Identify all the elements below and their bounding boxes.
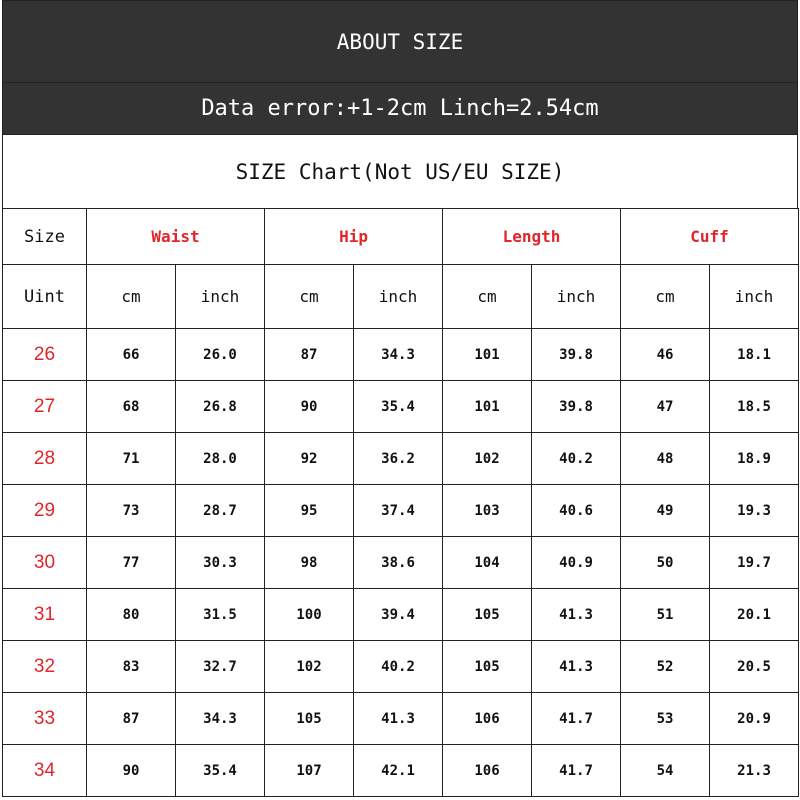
unit-cell: inch [532,265,621,329]
measurement-cell: 20.5 [710,641,799,693]
measurement-cell: 107 [265,745,354,797]
measurement-cell: 18.1 [710,329,799,381]
measurement-cell: 52 [621,641,710,693]
size-value-cell: 33 [3,693,87,745]
measurement-cell: 40.9 [532,537,621,589]
table-row [3,537,799,589]
measurement-cell: 26.0 [176,329,265,381]
measurement-cell: 101 [443,329,532,381]
measurement-cell: 73 [87,485,176,537]
measurement-cell: 34.3 [354,329,443,381]
table-row [3,641,799,693]
measurement-cell: 39.8 [532,381,621,433]
measurement-cell: 39.4 [354,589,443,641]
measurement-cell: 53 [621,693,710,745]
measurement-cell: 47 [621,381,710,433]
measurement-cell: 41.3 [532,641,621,693]
measurement-cell: 19.7 [710,537,799,589]
measurement-cell: 31.5 [176,589,265,641]
measurement-cell: 35.4 [354,381,443,433]
measurement-cell: 41.3 [532,589,621,641]
measurement-cell: 105 [265,693,354,745]
measurement-cell: 41.7 [532,745,621,797]
measurement-cell: 101 [443,381,532,433]
unit-cell: inch [710,265,799,329]
unit-cell: cm [621,265,710,329]
measurement-cell: 38.6 [354,537,443,589]
measurement-cell: 42.1 [354,745,443,797]
measurement-cell: 41.7 [532,693,621,745]
measurement-cell: 87 [87,693,176,745]
measurement-cell: 39.8 [532,329,621,381]
measurement-cell: 100 [265,589,354,641]
unit-cell: cm [265,265,354,329]
measurement-cell: 95 [265,485,354,537]
measurement-cell: 40.2 [532,433,621,485]
size-value-cell: 26 [3,329,87,381]
measurement-cell: 35.4 [176,745,265,797]
measurement-cell: 106 [443,745,532,797]
measurement-cell: 46 [621,329,710,381]
measurement-cell: 30.3 [176,537,265,589]
unit-cell: inch [176,265,265,329]
size-header-cell: Size [3,209,87,265]
measurement-cell: 20.9 [710,693,799,745]
length-header-cell: Length [443,209,621,265]
size-value-cell: 31 [3,589,87,641]
measurement-cell: 105 [443,589,532,641]
measurement-cell: 104 [443,537,532,589]
size-value-cell: 28 [3,433,87,485]
measurement-cell: 34.3 [176,693,265,745]
measurement-cell: 26.8 [176,381,265,433]
measurement-cell: 71 [87,433,176,485]
measure-header-row [3,209,799,265]
measurement-cell: 92 [265,433,354,485]
measurement-cell: 21.3 [710,745,799,797]
table-row [3,745,799,797]
measurement-cell: 51 [621,589,710,641]
error-note-banner [2,82,798,134]
size-value-cell: 27 [3,381,87,433]
measurement-cell: 105 [443,641,532,693]
unit-label-cell: Uint [3,265,87,329]
measurement-cell: 32.7 [176,641,265,693]
unit-cell: inch [354,265,443,329]
measurement-cell: 90 [265,381,354,433]
measurement-cell: 40.2 [354,641,443,693]
measurement-cell: 90 [87,745,176,797]
table-row [3,381,799,433]
size-value-cell: 29 [3,485,87,537]
measurement-cell: 37.4 [354,485,443,537]
table-row [3,589,799,641]
error-note-text: Data error:+1-2cm Linch=2.54cm [201,96,599,121]
measurement-cell: 28.0 [176,433,265,485]
size-value-cell: 32 [3,641,87,693]
size-value-cell: 30 [3,537,87,589]
measurement-cell: 36.2 [354,433,443,485]
waist-header-cell: Waist [87,209,265,265]
size-value-cell: 34 [3,745,87,797]
size-guide [2,0,798,798]
cuff-header-cell: Cuff [621,209,799,265]
measurement-cell: 98 [265,537,354,589]
chart-title-text: SIZE Chart(Not US/EU SIZE) [235,159,565,184]
measurement-cell: 102 [443,433,532,485]
measurement-cell: 49 [621,485,710,537]
chart-title-banner [2,134,798,208]
measurement-cell: 40.6 [532,485,621,537]
measurement-cell: 102 [265,641,354,693]
table-row [3,485,799,537]
measurement-cell: 48 [621,433,710,485]
measurement-cell: 20.1 [710,589,799,641]
table-row [3,693,799,745]
size-table [2,208,799,797]
unit-header-row [3,265,799,329]
measurement-cell: 66 [87,329,176,381]
measurement-cell: 68 [87,381,176,433]
measurement-cell: 50 [621,537,710,589]
measurement-cell: 54 [621,745,710,797]
measurement-cell: 106 [443,693,532,745]
measurement-cell: 103 [443,485,532,537]
measurement-cell: 80 [87,589,176,641]
measurement-cell: 18.5 [710,381,799,433]
measurement-cell: 18.9 [710,433,799,485]
page-title [2,0,798,82]
measurement-cell: 77 [87,537,176,589]
measurement-cell: 87 [265,329,354,381]
table-row [3,329,799,381]
page-title-text: ABOUT SIZE [336,29,464,54]
unit-cell: cm [443,265,532,329]
table-row [3,433,799,485]
hip-header-cell: Hip [265,209,443,265]
measurement-cell: 28.7 [176,485,265,537]
measurement-cell: 41.3 [354,693,443,745]
unit-cell: cm [87,265,176,329]
measurement-cell: 19.3 [710,485,799,537]
measurement-cell: 83 [87,641,176,693]
